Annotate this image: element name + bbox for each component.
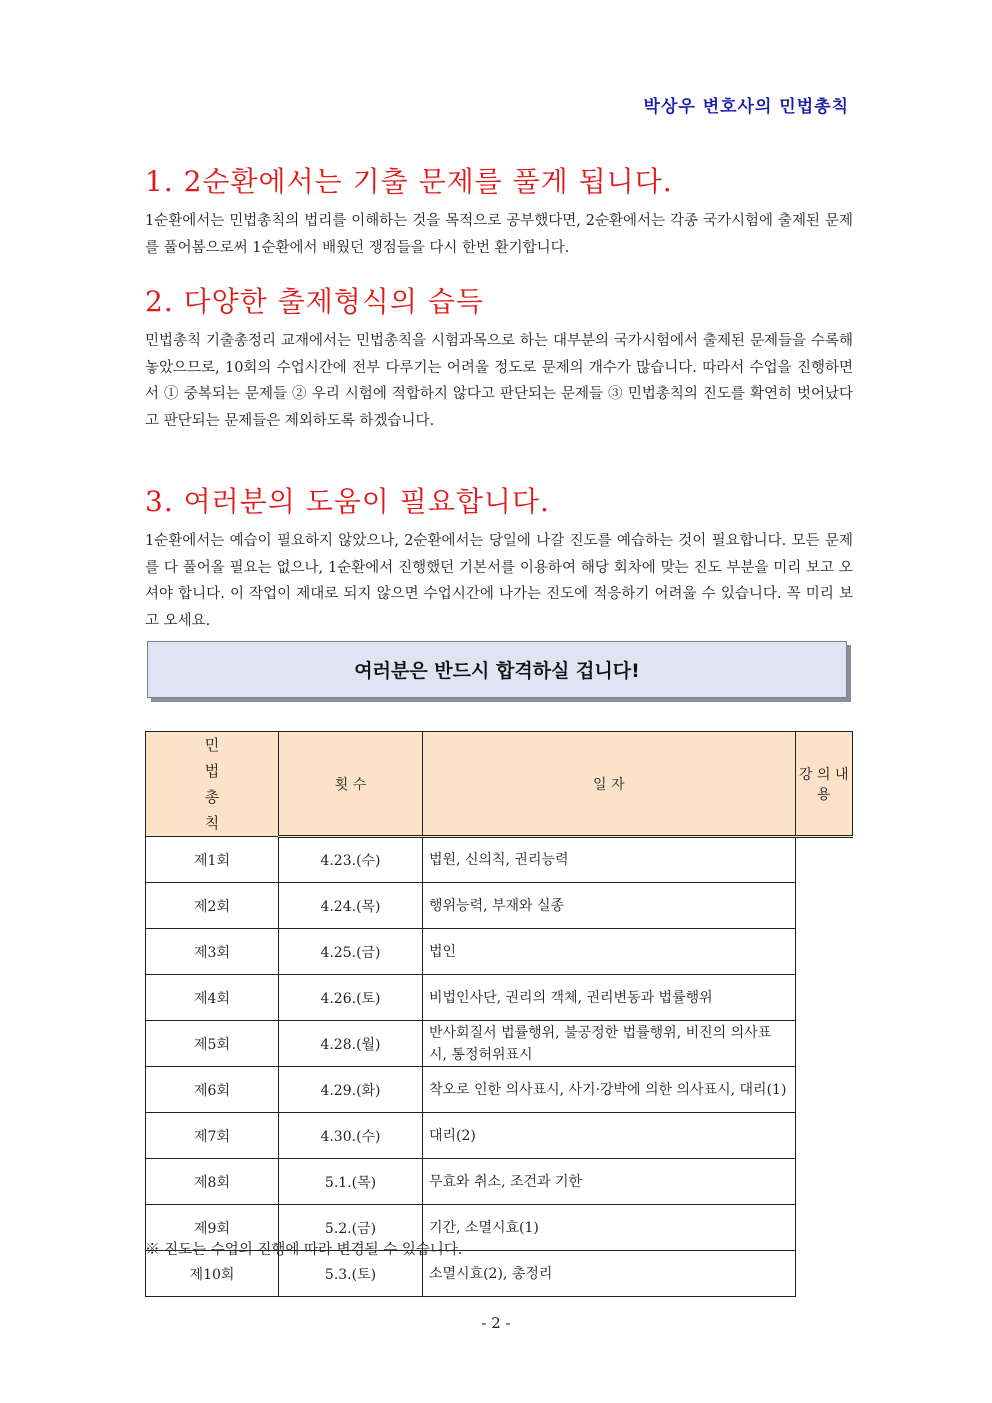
encouragement-banner: 여러분은 반드시 합격하실 겁니다! [147,641,847,698]
row-num: 제3회 [146,929,279,975]
row-content: 법원, 신의칙, 권리능력 [423,837,796,883]
schedule-note: ※ 진도는 수업의 진행에 따라 변경될 수 있습니다. [145,1242,463,1258]
table-row [146,1159,853,1205]
section-3-title: 3. 여러분의 도움이 필요합니다. [145,485,550,518]
section-2-title: 2. 다양한 출제형식의 습득 [145,285,484,318]
row-content: 착오로 인한 의사표시, 사기·강박에 의한 의사표시, 대리(1) [423,1067,796,1113]
table-row [146,837,853,883]
row-content: 비법인사단, 권리의 객체, 권리변동과 법률행위 [423,975,796,1021]
row-content: 무효와 취소, 조건과 기한 [423,1159,796,1205]
page-number: - 2 - [481,1314,511,1332]
row-num: 제8회 [146,1159,279,1205]
table-row [146,975,853,1021]
section-3 [145,480,853,634]
row-num: 제6회 [146,1067,279,1113]
row-num: 제7회 [146,1113,279,1159]
table-row [146,883,853,929]
row-content: 소멸시효(2), 총정리 [423,1251,796,1297]
section-2-body: 민법총칙 기출총정리 교재에서는 민법총칙을 시험과목으로 하는 대부분의 국가시험에서 출제된 문제들을 수록해 놓았으므로, 10회의 수업시간에 전부 다루기는 어려울 정도로 문제의 개수가 많습니다. 따라서 수업을 진행하면서 ① 중복되는 문제들 ② 우리 시험에 적합하지 않다고 판단되는 문제들 ③ 민법총칙의 진도를 확연히 벗어났다고 판단되는 문제들은 제외하도록 하겠습니다. [145,333,853,429]
section-1 [145,160,853,261]
row-num: 제4회 [146,975,279,1021]
row-content: 대리(2) [423,1113,796,1159]
section-1-body: 1순환에서는 민법총칙의 법리를 이해하는 것을 목적으로 공부했다면, 2순환에서는 각종 국가시험에 출제된 문제를 풀어봄으로써 1순환에서 배웠던 쟁점들을 다시 한번 환기합니다. [145,213,853,256]
section-2 [145,280,853,434]
section-1-title: 1. 2순환에서는 기출 문제를 풀게 됩니다. [145,165,673,198]
row-date: 4.29.(화) [279,1067,423,1113]
row-date: 4.23.(수) [279,837,423,883]
schedule-header-row [146,732,853,837]
schedule-side-label: 민법총칙 [204,736,220,832]
row-num: 제1회 [146,837,279,883]
header-content: 강 의 내 용 [795,732,852,837]
row-content: 행위능력, 부재와 실종 [423,883,796,929]
row-date: 4.28.(월) [279,1021,423,1067]
header-date: 일 자 [423,732,796,837]
row-content: 기간, 소멸시효(1) [423,1205,796,1251]
row-date: 4.30.(수) [279,1113,423,1159]
row-num: 제5회 [146,1021,279,1067]
table-row [146,1113,853,1159]
table-row [146,929,853,975]
header-num: 횟 수 [279,732,423,837]
table-row [146,1021,853,1067]
row-num: 제9회 [146,1205,279,1251]
table-row [146,1067,853,1113]
section-3-body: 1순환에서는 예습이 필요하지 않았으나, 2순환에서는 당일에 나갈 진도를 예습하는 것이 필요합니다. 모든 문제를 다 풀어올 필요는 없으나, 1순환에서 진행했던 기본서를 이용하여 해당 회차에 맞는 진도 부분을 미리 보고 오셔야 합니다. 이 작업이 제대로 되지 않으면 수업시간에 나가는 진도에 적응하기 어려울 수 있습니다. 꼭 미리 보고 오세요. [145,533,853,629]
row-date: 4.24.(목) [279,883,423,929]
row-date: 5.1.(목) [279,1159,423,1205]
row-num: 제2회 [146,883,279,929]
row-date: 4.25.(금) [279,929,423,975]
row-date: 4.26.(토) [279,975,423,1021]
row-date: 5.3.(토) [279,1251,423,1297]
row-date: 5.2.(금) [279,1205,423,1251]
row-num: 제10회 [146,1251,279,1297]
page-header-title: 박상우 변호사의 민법총칙 [643,97,849,117]
row-content: 반사회질서 법률행위, 불공정한 법률행위, 비진의 의사표시, 통정허위표시 [423,1021,796,1067]
schedule-side-label-cell [146,732,279,837]
schedule-table [145,731,853,1297]
row-content: 법인 [423,929,796,975]
